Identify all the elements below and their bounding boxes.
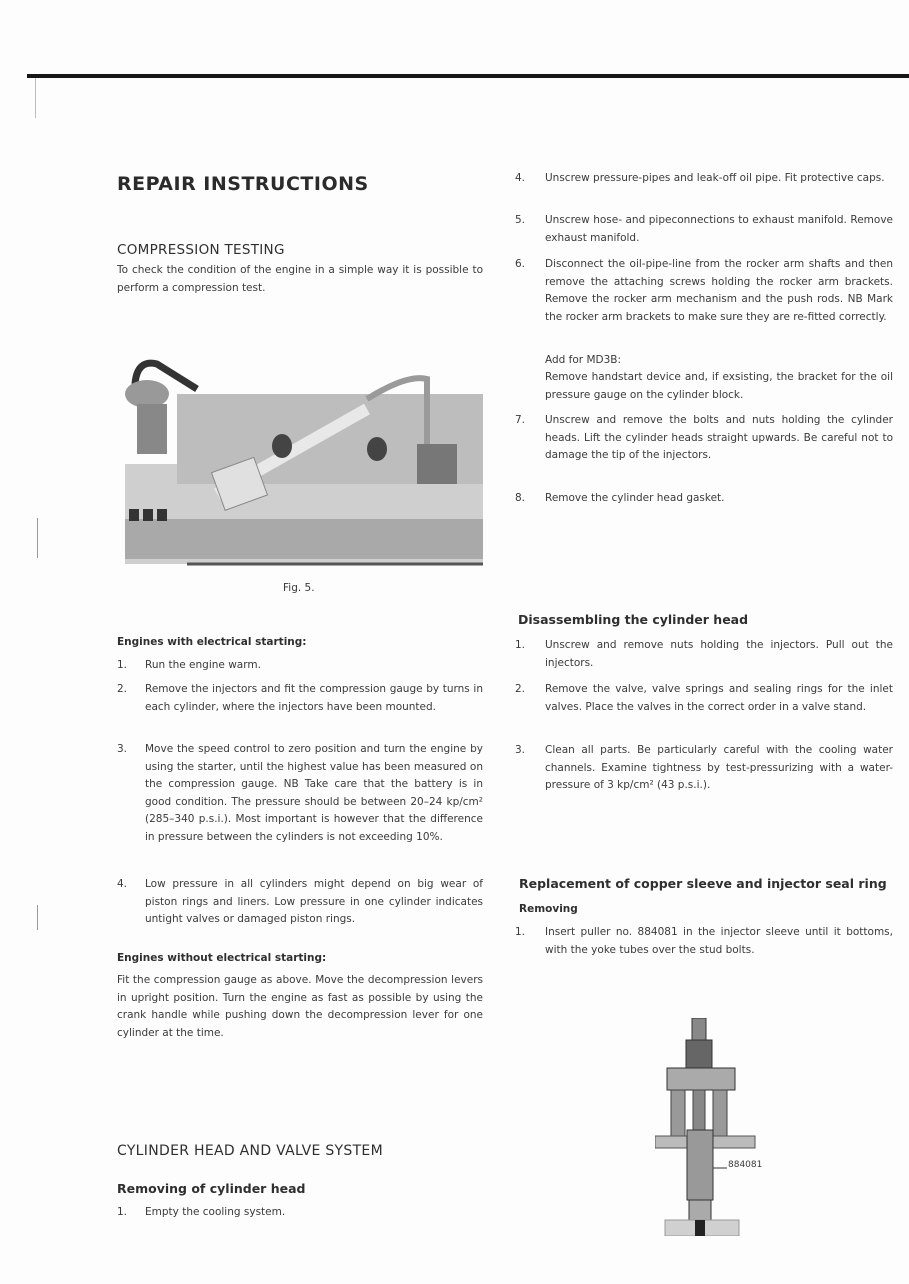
list-item (515, 637, 893, 672)
list-item (515, 490, 893, 508)
list-item (117, 741, 483, 846)
list-text: Unscrew pressure-pipes and leak-off oil pipe. Fit protective caps. (545, 172, 885, 184)
subheading-replacement: Replacement of copper sleeve and injector seal ring (519, 876, 887, 891)
list-number: 3. (117, 743, 128, 755)
list-item (515, 170, 893, 188)
section-heading-compression: COMPRESSION TESTING (117, 242, 285, 258)
subheading-electrical-starting: Engines with electrical starting: (117, 636, 307, 648)
list-text: Remove the cylinder head gasket. (545, 492, 725, 504)
list-item (117, 681, 483, 716)
engine-figure (117, 354, 483, 569)
list-item (515, 681, 893, 716)
md3b-text: Remove handstart device and, if exsisting, the bracket for the oil pressure gauge on the cylinder block. (545, 371, 893, 401)
list-number: 8. (515, 492, 526, 504)
margin-mark (37, 518, 38, 558)
list-text: Unscrew and remove the bolts and nuts holding the cylinder heads. Lift the cylinder heads straight upwards. Be careful not to damage the tip of the injectors. (545, 414, 893, 461)
non-electrical-text: Fit the compression gauge as above. Move the decompression levers in upright position. Turn the engine as fast as possible by using the crank handle while pushing down the decompression lever for one cylinder at the time. (117, 974, 483, 1039)
list-item (117, 657, 483, 675)
compression-intro: To check the condition of the engine in a simple way it is possible to perform a compression test. (117, 264, 483, 294)
list-text: Run the engine warm. (145, 659, 261, 671)
list-item (515, 212, 893, 247)
section-heading-cylinder-head: CYLINDER HEAD AND VALVE SYSTEM (117, 1143, 383, 1159)
list-item (515, 924, 893, 959)
list-number: 1. (117, 1206, 128, 1218)
list-number: 4. (515, 172, 526, 184)
puller-tool-figure (655, 1018, 795, 1236)
list-text: Remove the valve, valve springs and sealing rings for the inlet valves. Place the valves in the correct order in a valve stand. (545, 683, 893, 713)
list-number: 5. (515, 214, 526, 226)
list-text: Empty the cooling system. (145, 1206, 286, 1218)
list-text: Unscrew hose- and pipeconnections to exhaust manifold. Remove exhaust manifold. (545, 214, 893, 244)
list-item (515, 412, 893, 465)
tool-label: 884081 (728, 1160, 763, 1170)
md3b-label: Add for MD3B: (545, 354, 622, 366)
list-text: Clean all parts. Be particularly careful with the cooling water channels. Examine tightness by test-pressurizing with a water-pressure of 3 kp/cm² (43 p.s.i.). (545, 744, 893, 791)
list-text: Move the speed control to zero position and turn the engine by using the starter, until the highest value has been measured on the compression gauge. NB Take care that the battery is in good condition. The pressure should be between 20–24 kp/cm² (285–340 p.s.i.). Most important is however that the difference in pressure between the cylinders is not exceeding 10%. (145, 743, 483, 843)
list-text: Disconnect the oil-pipe-line from the rocker arm shafts and then remove the attaching screws holding the rocker arm brackets. Remove the rocker arm mechanism and the push rods. NB Mark the rocker arm brackets to make sure they are re-fitted correctly. (545, 258, 893, 323)
list-text: Low pressure in all cylinders might depend on big wear of piston rings and liners. Low pressure in one cylinder indicates untight valves or damaged piston rings. (145, 878, 483, 925)
subheading-disassembling: Disassembling the cylinder head (518, 612, 749, 627)
list-text: Remove the injectors and fit the compression gauge by turns in each cylinder, where the injectors have been mounted. (145, 683, 483, 713)
subheading-removing: Removing (519, 903, 578, 915)
subheading-removing-cylinder-head: Removing of cylinder head (117, 1181, 306, 1196)
page-top-rule (27, 74, 909, 78)
list-number: 1. (117, 659, 128, 671)
list-item (117, 1204, 483, 1222)
list-number: 3. (515, 744, 526, 756)
subheading-non-electrical-starting: Engines without electrical starting: (117, 952, 327, 964)
list-number: 7. (515, 414, 526, 426)
list-number: 1. (515, 639, 526, 651)
list-text: Insert puller no. 884081 in the injector sleeve until it bottoms, with the yoke tubes over the stud bolts. (545, 926, 893, 956)
list-number: 4. (117, 878, 128, 890)
list-number: 2. (515, 683, 526, 695)
margin-mark (37, 905, 38, 930)
list-number: 2. (117, 683, 128, 695)
page-title: REPAIR INSTRUCTIONS (117, 173, 369, 195)
margin-mark (35, 78, 36, 118)
list-text: Unscrew and remove nuts holding the injectors. Pull out the injectors. (545, 639, 893, 669)
figure-caption: Fig. 5. (283, 582, 315, 594)
list-item (117, 876, 483, 929)
list-number: 1. (515, 926, 526, 938)
list-item (515, 256, 893, 326)
list-number: 6. (515, 258, 526, 270)
list-item (515, 742, 893, 795)
